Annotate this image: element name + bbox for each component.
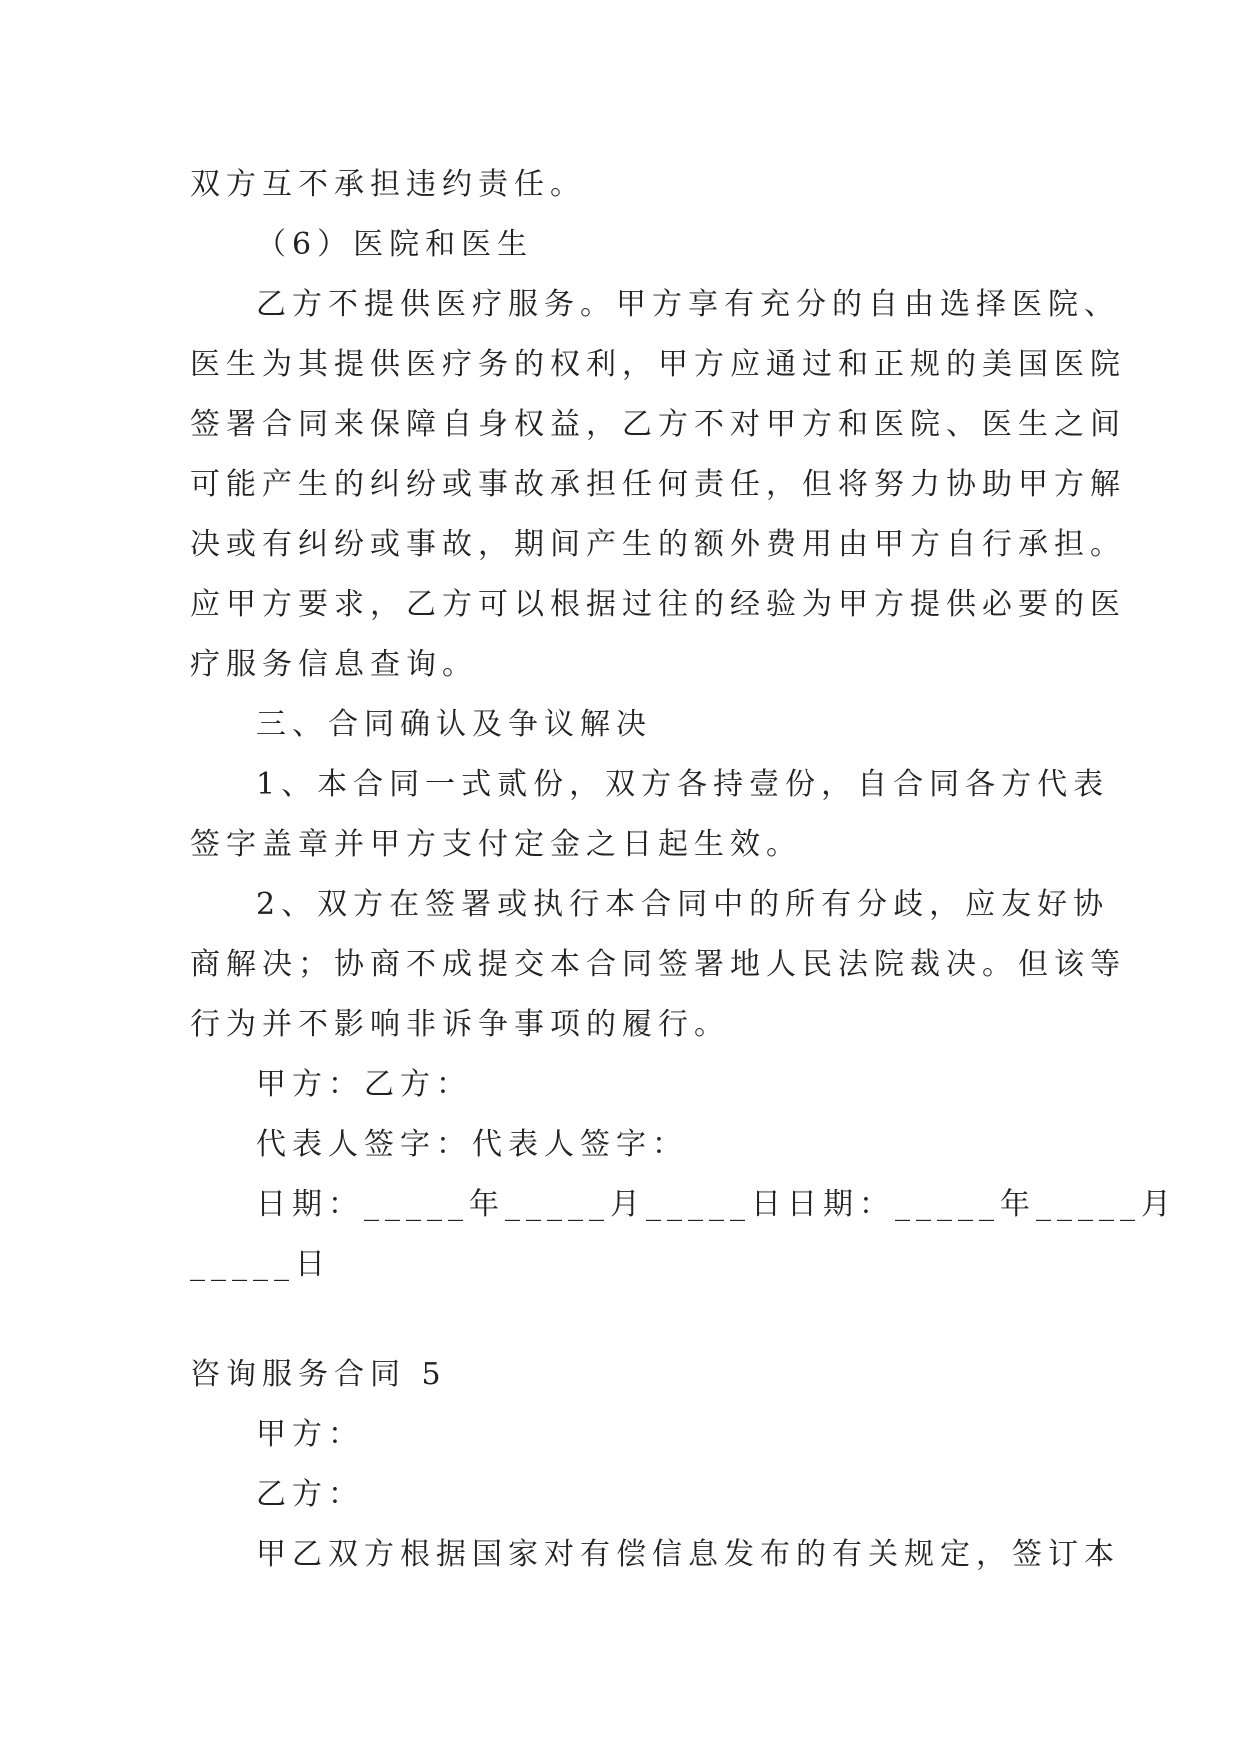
party-line: 乙方：	[256, 1477, 364, 1512]
text-line: 乙方不提供医疗服务。甲方享有充分的自由选择医院、	[256, 287, 1120, 322]
signature-line: 代表人签字：代表人签字：	[256, 1127, 688, 1162]
text-line: 商解决；协商不成提交本合同签署地人民法院裁决。但该等	[190, 947, 1126, 982]
text-line: 可能产生的纠纷或事故承担任何责任，但将努力协助甲方解	[190, 467, 1126, 502]
party-line: 甲方：乙方：	[256, 1067, 472, 1102]
party-line: 甲方：	[256, 1417, 364, 1452]
date-line: _____日	[190, 1247, 331, 1282]
text-line: 行为并不影响非诉争事项的履行。	[190, 1007, 730, 1042]
text-line: 签字盖章并甲方支付定金之日起生效。	[190, 827, 802, 862]
text-line: 医生为其提供医疗务的权利，甲方应通过和正规的美国医院	[190, 347, 1126, 382]
text-line: 1、本合同一式贰份，双方各持壹份，自合同各方代表	[256, 767, 1110, 802]
text-line: 签署合同来保障自身权益，乙方不对甲方和医院、医生之间	[190, 407, 1126, 442]
text-line: 2、双方在签署或执行本合同中的所有分歧，应友好协	[256, 887, 1110, 922]
text-line: 应甲方要求，乙方可以根据过往的经验为甲方提供必要的医	[190, 587, 1126, 622]
text-line: 疗服务信息查询。	[190, 647, 478, 682]
text-line: 双方互不承担违约责任。	[190, 167, 586, 202]
contract-title: 咨询服务合同 5	[190, 1357, 447, 1392]
date-line: 日期：_____年_____月_____日日期：_____年_____月	[256, 1187, 1177, 1222]
text-line: 决或有纠纷或事故，期间产生的额外费用由甲方自行承担。	[190, 527, 1126, 562]
section-heading: 三、合同确认及争议解决	[256, 707, 652, 742]
section-heading: （6）医院和医生	[256, 227, 534, 262]
text-line: 甲乙双方根据国家对有偿信息发布的有关规定，签订本	[256, 1537, 1120, 1572]
